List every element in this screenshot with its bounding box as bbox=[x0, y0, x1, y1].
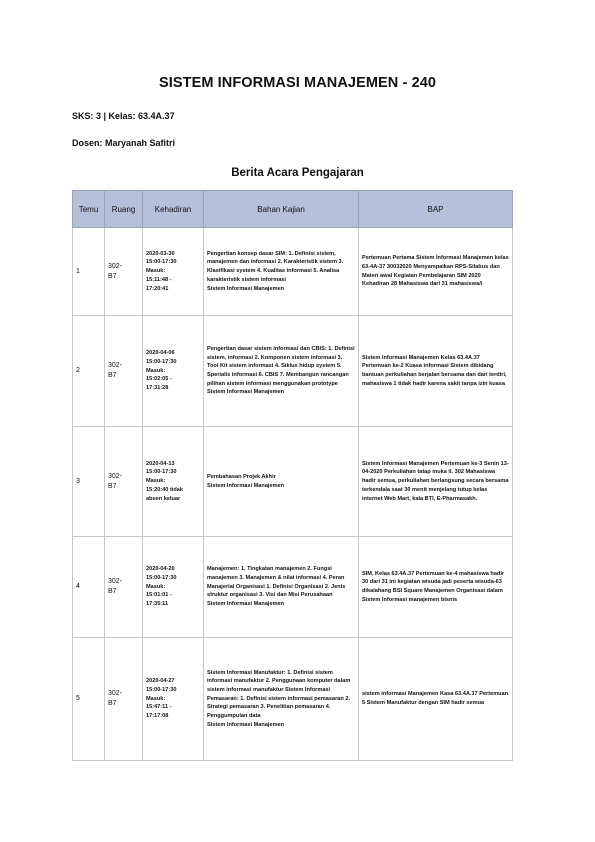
table-row bbox=[73, 228, 513, 316]
header-kehadiran: Kehadiran bbox=[143, 191, 204, 228]
table-header-row bbox=[73, 191, 513, 228]
cell-kehadiran: 2020-04-27 15:00-17:30 Masuk: 15:47:11 - 17:17:08 bbox=[143, 638, 204, 761]
cell-bap: Pertemuan Pertama Sistem Informasi Manajemen kelas 63-4A-37 30032020 Menyampaikan RPS-Silabus dan Materi awal Kegiatan Pembelajaran SIM 2020 Kehadiran 28 Mahasiswa dari 31 mahasiswa/i bbox=[359, 228, 513, 316]
cell-bahan-kajian: Pengertian dasar sistem informasi dan CBIS: 1. Definisi sistem, informasi 2. Komponen sistem informasi 3. Tool Kit sistem informasi 4. Siklus hidup system 5. Sperialis informasi 6. CBIS 7. Membangun rancangan pilihan sistem informasi menggunakan prototype Sistem Informasi Manajemen bbox=[204, 316, 359, 427]
cell-ruang: 302- B7 bbox=[105, 638, 143, 761]
cell-ruang: 302- B7 bbox=[105, 537, 143, 638]
cell-ruang: 302- B7 bbox=[105, 228, 143, 316]
header-temu: Temu bbox=[73, 191, 105, 228]
cell-temu: 5 bbox=[73, 638, 105, 761]
header-bap: BAP bbox=[359, 191, 513, 228]
bap-table bbox=[72, 190, 513, 761]
cell-temu: 3 bbox=[73, 427, 105, 537]
cell-ruang: 302- B7 bbox=[105, 427, 143, 537]
sks-kelas-line: SKS: 3 | Kelas: 63.4A.37 bbox=[72, 111, 175, 121]
table-row bbox=[73, 537, 513, 638]
cell-bap: SIM, Kelas 63.4A.37 Pertemuan ke-4 mahasiswa hadir 30 dari 31 ini kegiatan wisuda jadi peserta wisuda-63 dikalahang BSI Square Manajemen Organisasi dalam Sistem Informasi manajemen bisnis bbox=[359, 537, 513, 638]
cell-kehadiran: 2020-04-13 15:00-17:30 Masuk: 15:20:40 tidak absen keluar bbox=[143, 427, 204, 537]
section-title: Berita Acara Pengajaran bbox=[231, 167, 364, 179]
header-bahan-kajian: Bahan Kajian bbox=[204, 191, 359, 228]
cell-bap: Sistem Informasi Manajemen Pertemuan ke-3 Senin 13-04-2020 Perkuliahan tatap muka ll. 302 Mahasiswa hadir semua, perkuliahan berlangsung secara bersama terkendala saat 30 menit menjelang tutup kelas internet Web Mart, kala BTI, E-Pharmasakh. bbox=[359, 427, 513, 537]
cell-bahan-kajian: Sistem Informasi Manufaktur: 1. Definisi sistem informasi manufaktur 2. Penggunaan komputer dalam sistem informasi manufaktur Sistem Informasi Pemasaran: 1. Definisi sistem informasi pemasaran 2. Strategi pemasaran 3. Penelitian pemasaran 4. Penggumpulan data Sistem Informasi Manajemen bbox=[204, 638, 359, 761]
table-row bbox=[73, 638, 513, 761]
cell-temu: 4 bbox=[73, 537, 105, 638]
cell-kehadiran: 2020-04-20 15:00-17:30 Masuk: 15:01:01 - 17:35:11 bbox=[143, 537, 204, 638]
header-ruang: Ruang bbox=[105, 191, 143, 228]
dosen-line: Dosen: Maryanah Safitri bbox=[72, 138, 176, 148]
cell-bap: Sistem Informasi Manajemen Kelas 63.4A.37 Pertemuan ke-2 Kuasa informasi Sistem dibidang bantuan perkuliahan berjalan bersama dan dari terdiri, mahasiswa 1 tidak hadir karena sakit tanpa izin kuasa bbox=[359, 316, 513, 427]
cell-temu: 2 bbox=[73, 316, 105, 427]
cell-bahan-kajian: Pengertian konsep dasar SIM: 1. Definisi sistem, manajemen dan informasi 2. Karakteristik sistem 3. Klasifikasi system 4. Kualitas informasi 5. Analisa karakteristik sistem informasi Sistem Informasi Manajemen bbox=[204, 228, 359, 316]
cell-ruang: 302- B7 bbox=[105, 316, 143, 427]
cell-bahan-kajian: Manajemen: 1. Tingkatan manajemen 2. Fungsi manajemen 3. Manajemen & nilai informasi 4. Peran Manajerial Organisasi 1. Definisi Organisasi 2. Jenis struktur organisasi 3. Visi dan Misi Perusahaan Sistem Informasi Manajemen bbox=[204, 537, 359, 638]
page-title: SISTEM INFORMASI MANAJEMEN - 240 bbox=[158, 75, 437, 91]
cell-kehadiran: 2020-04-06 15:00-17:30 Masuk: 15:02:05 - 17:31:28 bbox=[143, 316, 204, 427]
cell-bap: sistem informasi Manajemen Kasa 63.4A.37 Pertemuan 5 Sistem Manufaktur dengan SIM hadir semua bbox=[359, 638, 513, 761]
cell-temu: 1 bbox=[73, 228, 105, 316]
table-row bbox=[73, 427, 513, 537]
cell-kehadiran: 2020-03-30 15:00-17:30 Masuk: 15:11:48 - 17:20:41 bbox=[143, 228, 204, 316]
cell-bahan-kajian: Pembahasan Projek Akhir Sistem Informasi Manajemen bbox=[204, 427, 359, 537]
table-row bbox=[73, 316, 513, 427]
